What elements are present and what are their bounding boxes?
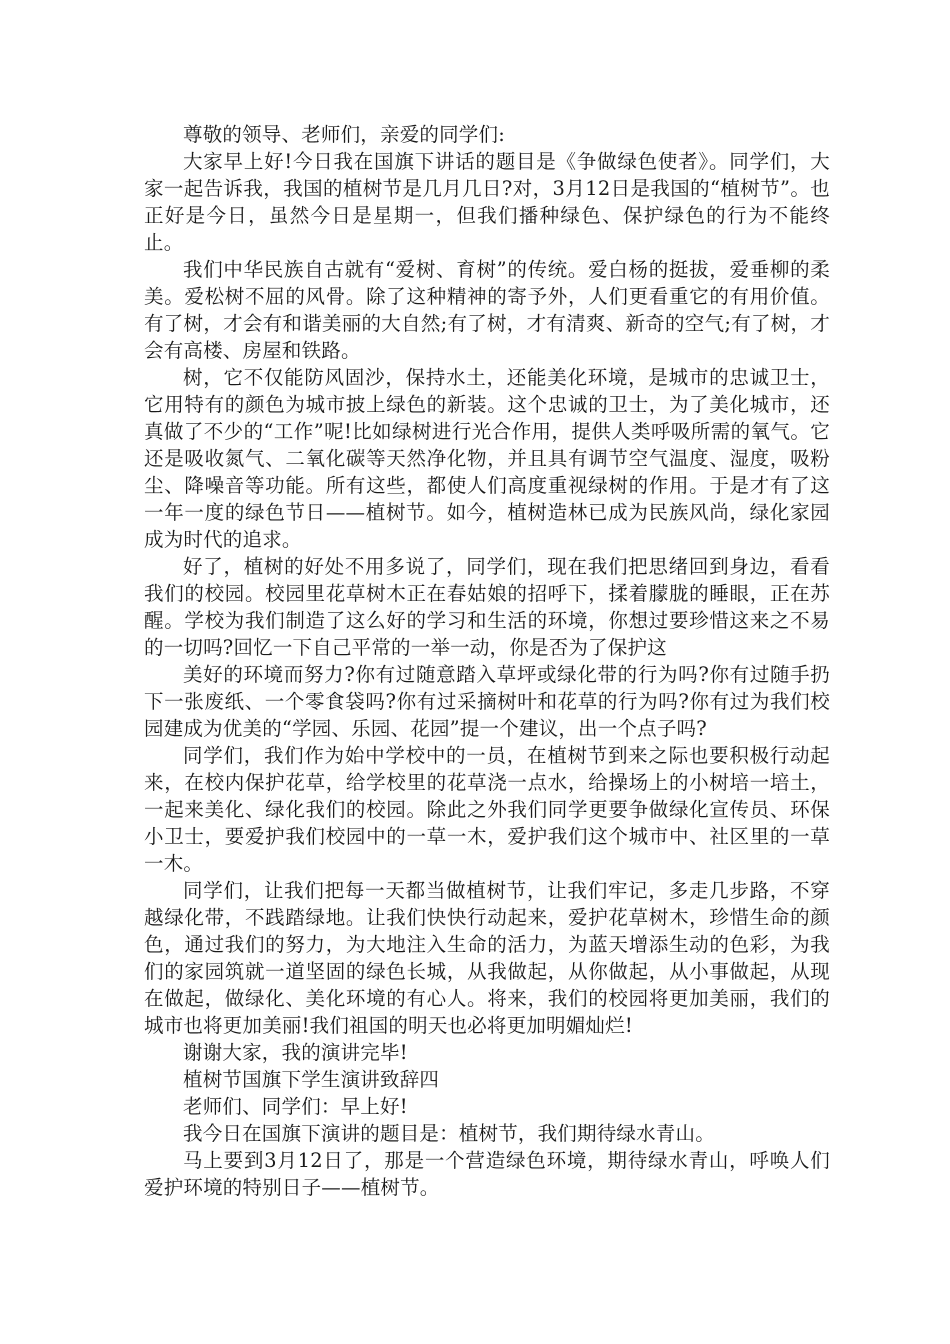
paragraph: 树，它不仅能防风固沙，保持水土，还能美化环境，是城市的忠诚卫士，它用特有的颜色为城市披上绿色的新装。这个忠诚的卫士，为了美化城市，还真做了不少的“工作”呢!比如绿树进行光合作用，提供人类呼吸所需的氧气。它还是吸收氮气、二氧化碳等天然净化物，并且具有调节空气温度、湿度，吸粉尘、降噪音等功能。所有这些，都使人们高度重视绿树的作用。于是才有了这一年一度的绿色节日——植树节。如今，植树造林已成为民族风尚，绿化家园成为时代的追求。 [144,366,830,551]
closing-line: 谢谢大家，我的演讲完毕! [183,1041,408,1064]
paragraph: 大家早上好!今日我在国旗下讲话的题目是《争做绿色使者》。同学们，大家一起告诉我，我国的植树节是几月几日?对，3月12日是我国的“植树节”。也正好是今日，虽然今日是星期一，但我们播种绿色、保护绿色的行为不能终止。 [144,150,830,254]
paragraph: 我们中华民族自古就有“爱树、育树”的传统。爱白杨的挺拔，爱垂柳的柔美。爱松树不屈的风骨。除了这种精神的寄予外，人们更看重它的有用价值。有了树，才会有和谐美丽的大自然;有了树，才有清爽、新奇的空气;有了树，才会有高楼、房屋和铁路。 [144,258,830,362]
document-body [144,121,830,1201]
paragraph: 好了，植树的好处不用多说了，同学们，现在我们把思绪回到身边，看看我们的校园。校园里花草树木正在春姑娘的招呼下，揉着朦胧的睡眼，正在苏醒。学校为我们制造了这么好的学习和生活的环境，你想过要珍惜这来之不易的一切吗?回忆一下自己平常的一举一动，你是否为了保护这 [144,555,830,659]
section-heading: 植树节国旗下学生演讲致辞四 [183,1068,440,1091]
paragraph: 同学们，让我们把每一天都当做植树节，让我们牢记，多走几步路，不穿越绿化带，不践踏绿地。让我们快快行动起来，爱护花草树木，珍惜生命的颜色，通过我们的努力，为大地注入生命的活力，为蓝天增添生动的色彩，为我们的家园筑就一道坚固的绿色长城，从我做起，从你做起，从小事做起，从现在做起，做绿化、美化环境的有心人。将来，我们的校园将更加美丽，我们的城市也将更加美丽!我们祖国的明天也必将更加明媚灿烂! [144,879,830,1037]
paragraph: 我今日在国旗下演讲的题目是：植树节，我们期待绿水青山。 [183,1122,715,1145]
paragraph: 马上要到3月12日了，那是一个营造绿色环境，期待绿水青山，呼唤人们爱护环境的特别日子——植树节。 [144,1149,830,1199]
paragraph: 美好的环境而努力?你有过随意踏入草坪或绿化带的行为吗?你有过随手扔下一张废纸、一个零食袋吗?你有过采摘树叶和花草的行为吗?你有过为我们校园建成为优美的“学园、乐园、花园”提一个建议，出一个点子吗? [144,663,830,740]
paragraph: 同学们，我们作为始中学校中的一员，在植树节到来之际也要积极行动起来，在校内保护花草，给学校里的花草浇一点水，给操场上的小树培一培土，一起来美化、绿化我们的校园。除此之外我们同学更要争做绿化宣传员、环保小卫士，要爱护我们校园中的一草一木，爱护我们这个城市中、社区里的一草一木。 [144,744,830,875]
salutation: 老师们、同学们：早上好! [183,1095,408,1118]
salutation: 尊敬的领导、老师们，亲爱的同学们: [183,123,505,146]
